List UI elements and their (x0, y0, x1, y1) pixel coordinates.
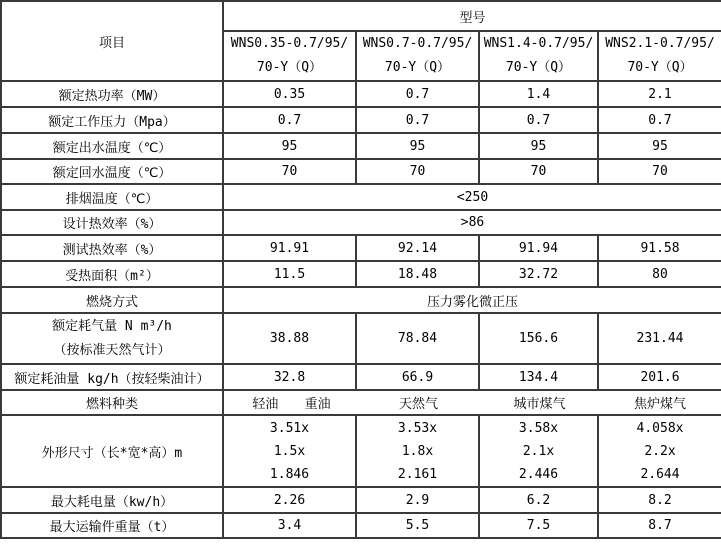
row-label-return-temp: 额定回水温度（℃） (1, 159, 223, 184)
table-row (1, 159, 721, 184)
cell-value: 18.48 (356, 261, 479, 287)
model-name-line1: WNS0.7-0.7/95/ (362, 36, 473, 51)
cell-value: 231.44 (598, 313, 721, 364)
cell-value: 0.7 (479, 107, 598, 133)
cell-value: 91.58 (598, 235, 721, 261)
cell-value: 0.7 (223, 107, 356, 133)
cell-value: 2.26 (223, 487, 356, 513)
table-row (1, 81, 721, 107)
model-name (223, 31, 356, 81)
cell-dimensions (356, 415, 479, 487)
model-name-line1: WNS0.35-0.7/95/ (230, 36, 349, 51)
dim-height: 1.846 (269, 466, 310, 482)
dim-length: 4.058x (636, 420, 684, 436)
row-label-line2: （按标准天然气计） (53, 342, 171, 358)
dim-height: 2.161 (397, 466, 438, 482)
cell-dimensions (479, 415, 598, 487)
model-name (479, 31, 598, 81)
table-row (1, 313, 721, 364)
cell-value: 134.4 (479, 364, 598, 390)
cell-value: 0.7 (356, 107, 479, 133)
table-row (1, 513, 721, 538)
table-row (1, 210, 721, 235)
cell-value: 91.91 (223, 235, 356, 261)
model-name-line2: 70-Y（Q） (384, 60, 451, 75)
row-label-max-power-consumption: 最大耗电量（kw/h） (1, 487, 223, 513)
dim-width: 2.1x (522, 443, 555, 459)
table-row (1, 184, 721, 210)
cell-value: 95 (223, 133, 356, 159)
cell-value: 2.1 (598, 81, 721, 107)
cell-value: 201.6 (598, 364, 721, 390)
dim-length: 3.53x (397, 420, 438, 436)
cell-value: 92.14 (356, 235, 479, 261)
row-label-exhaust-temp: 排烟温度（℃） (1, 184, 223, 210)
cell-value: 0.7 (598, 107, 721, 133)
cell-value: 38.88 (223, 313, 356, 364)
dim-height: 2.446 (518, 466, 559, 482)
row-label-outlet-temp: 额定出水温度（℃） (1, 133, 223, 159)
model-name-line2: 70-Y（Q） (627, 60, 693, 75)
model-name (598, 31, 721, 81)
row-label-max-transport-weight: 最大运输件重量（t） (1, 513, 223, 538)
dim-length: 3.58x (518, 420, 559, 436)
cell-value: 32.72 (479, 261, 598, 287)
cell-value: 91.94 (479, 235, 598, 261)
cell-value: 80 (598, 261, 721, 287)
fuel-item: 重油 (304, 397, 331, 412)
model-name-line1: WNS2.1-0.7/95/ (605, 36, 715, 51)
cell-value: 6.2 (479, 487, 598, 513)
header-item: 项目 (1, 1, 223, 81)
table-row (1, 487, 721, 513)
dim-width: 1.8x (401, 443, 434, 459)
table-row (1, 1, 721, 31)
table-row (1, 287, 721, 313)
fuel-item: 天然气 (398, 397, 438, 412)
cell-value: 1.4 (479, 81, 598, 107)
fuel-item: 焦炉煤气 (633, 397, 686, 412)
cell-value: 66.9 (356, 364, 479, 390)
row-label-line1: 额定耗气量 N m³/h (52, 318, 172, 334)
row-label-design-efficiency: 设计热效率（%） (1, 210, 223, 235)
row-label-rated-power: 额定热功率（MW） (1, 81, 223, 107)
cell-value: 8.7 (598, 513, 721, 538)
row-label-working-pressure: 额定工作压力（Mpa） (1, 107, 223, 133)
dim-length: 3.51x (269, 420, 310, 436)
table-row (1, 261, 721, 287)
table-row (1, 415, 721, 487)
cell-value: 70 (356, 159, 479, 184)
row-label-oil-consumption: 额定耗油量 kg/h（按轻柴油计） (1, 364, 223, 390)
cell-dimensions (223, 415, 356, 487)
cell-value: 7.5 (479, 513, 598, 538)
cell-fuel-types (223, 390, 721, 415)
cell-value: 95 (356, 133, 479, 159)
dim-height: 2.644 (640, 466, 680, 482)
fuel-types-list (226, 393, 719, 412)
cell-value: 3.4 (223, 513, 356, 538)
table-row (1, 133, 721, 159)
cell-value: 0.35 (223, 81, 356, 107)
cell-value: 8.2 (598, 487, 721, 513)
model-name-line2: 70-Y（Q） (505, 60, 572, 75)
cell-value: 70 (223, 159, 356, 184)
row-label-tested-efficiency: 测试热效率（%） (1, 235, 223, 261)
cell-value: 32.8 (223, 364, 356, 390)
row-label-heating-area: 受热面积（m²） (1, 261, 223, 287)
row-label-combustion-mode: 燃烧方式 (1, 287, 223, 313)
row-label-dimensions: 外形尺寸（长*宽*高）m (1, 415, 223, 487)
cell-value: 5.5 (356, 513, 479, 538)
cell-value: 11.5 (223, 261, 356, 287)
model-name-line2: 70-Y（Q） (256, 60, 323, 75)
cell-value: 70 (479, 159, 598, 184)
cell-value-span: >86 (223, 210, 721, 235)
cell-value: 0.7 (356, 81, 479, 107)
table-row (1, 107, 721, 133)
cell-value: 95 (479, 133, 598, 159)
fuel-item: 城市煤气 (513, 397, 566, 412)
header-model: 型号 (223, 1, 721, 31)
cell-value-span: <250 (223, 184, 721, 210)
model-name-line1: WNS1.4-0.7/95/ (483, 36, 594, 51)
model-name (356, 31, 479, 81)
cell-value-span: 压力雾化微正压 (223, 287, 721, 313)
table-row (1, 235, 721, 261)
table-row (1, 364, 721, 390)
cell-value: 95 (598, 133, 721, 159)
cell-value: 70 (598, 159, 721, 184)
cell-value: 78.84 (356, 313, 479, 364)
cell-value: 156.6 (479, 313, 598, 364)
cell-value: 2.9 (356, 487, 479, 513)
row-label-fuel-types: 燃料种类 (1, 390, 223, 415)
row-label-gas-consumption (1, 313, 223, 364)
table-row (1, 390, 721, 415)
fuel-item: 轻油 (252, 397, 279, 412)
cell-dimensions (598, 415, 721, 487)
dim-width: 2.2x (644, 443, 676, 459)
fuel-seg (226, 393, 357, 412)
dim-width: 1.5x (273, 443, 306, 459)
